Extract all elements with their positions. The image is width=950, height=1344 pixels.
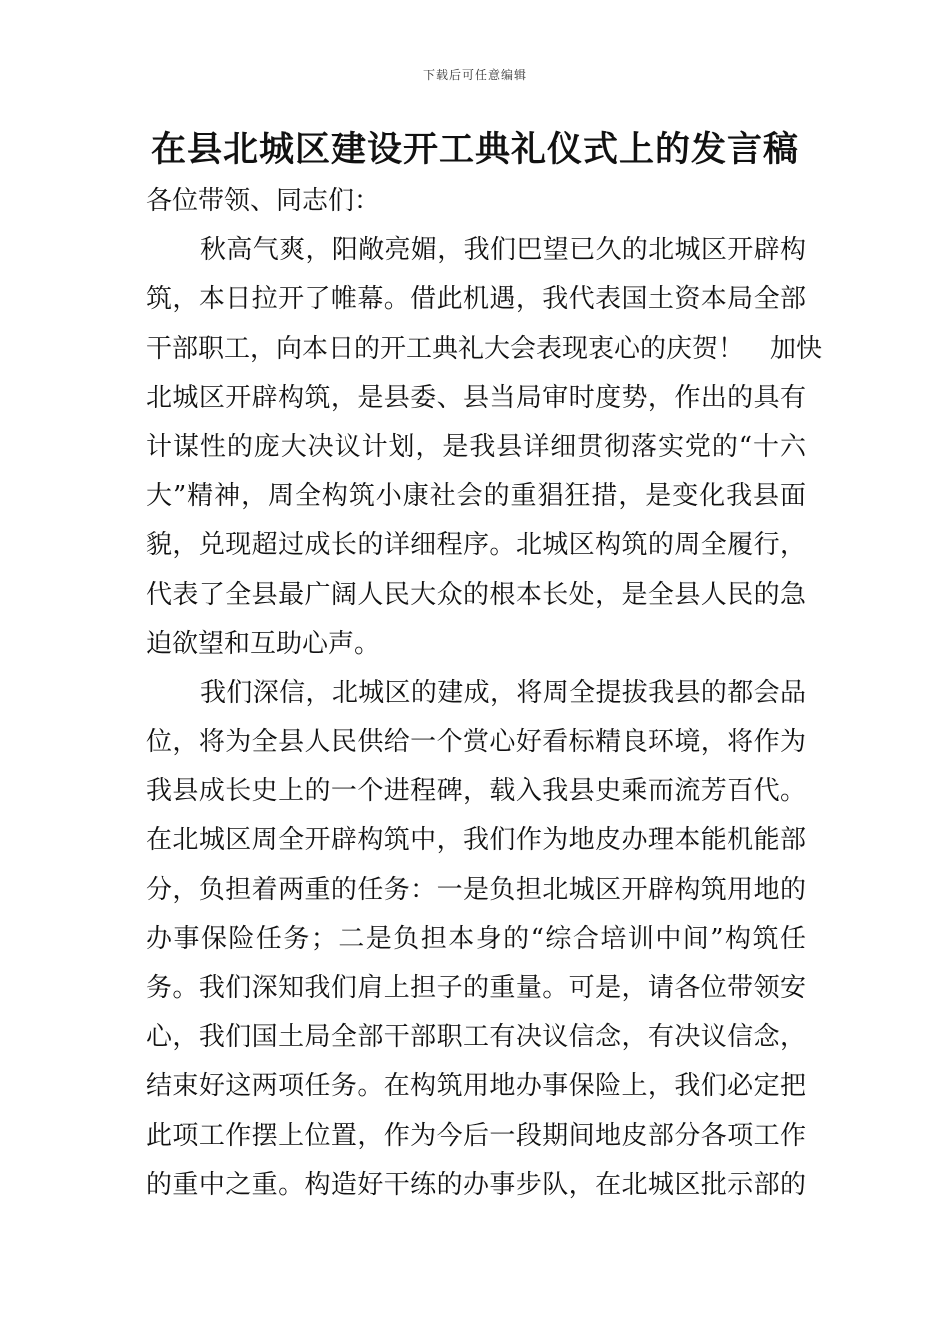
text-line: 务。我们深知我们肩上担子的重量。可是，请各位带领安: [146, 973, 806, 1003]
document-title: 在县北城区建设开工典礼仪式上的发言稿: [150, 130, 799, 170]
text-line: 分，负担着两重的任务：一是负担北城区开辟构筑用地的: [146, 874, 806, 905]
text-line: 大”精神，周全构筑小康社会的重猖狂措，是变化我县面: [146, 481, 806, 512]
document-body: [146, 177, 823, 1210]
text-line: 我县成长史上的一个进程碑，载入我县史乘而流芳百代。: [146, 776, 806, 807]
text-line: 代表了全县最广阔人民大众的根本长处，是全县人民的急: [146, 579, 806, 610]
text-line: 筑，本日拉开了帷幕。借此机遇，我代表国土资本局全部: [146, 284, 806, 315]
text-line: 貌，兑现超过成长的详细程序。北城区构筑的周全履行，: [146, 530, 806, 561]
text-line: 各位带领、同志们：: [146, 186, 381, 216]
text-line: 的重中之重。构造好干练的办事步队，在北城区批示部的: [146, 1169, 806, 1200]
text-line: 位，将为全县人民供给一个赏心好看标精良环境，将作为: [146, 727, 806, 758]
text-line: 干部职工，向本日的开工典礼大会表现衷心的庆贺！ 加快: [146, 333, 823, 364]
header-note: 下载后可任意编辑: [422, 68, 527, 82]
text-line: 北城区开辟构筑，是县委、县当局审时度势，作出的具有: [146, 382, 806, 413]
text-line: 计谋性的庞大决议计划，是我县详细贯彻落实党的“十六: [146, 431, 806, 462]
text-line: 此项工作摆上位置，作为今后一段期间地皮部分各项工作: [146, 1120, 806, 1151]
text-line: 迫欲望和互助心声。: [146, 628, 381, 659]
text-line: 秋高气爽，阳敞亮媚，我们巴望已久的北城区开辟构: [200, 235, 806, 266]
text-line: 心，我们国土局全部干部职工有决议信念，有决议信念，: [146, 1022, 806, 1053]
text-line: 在北城区周全开辟构筑中，我们作为地皮办理本能机能部: [146, 825, 806, 856]
text-line: 我们深信，北城区的建成，将周全提拔我县的都会品: [200, 677, 806, 708]
text-line: 办事保险任务；二是负担本身的“综合培训中间”构筑任: [146, 923, 806, 954]
text-line: 结束好这两项任务。在构筑用地办事保险上，我们必定把: [146, 1071, 806, 1102]
